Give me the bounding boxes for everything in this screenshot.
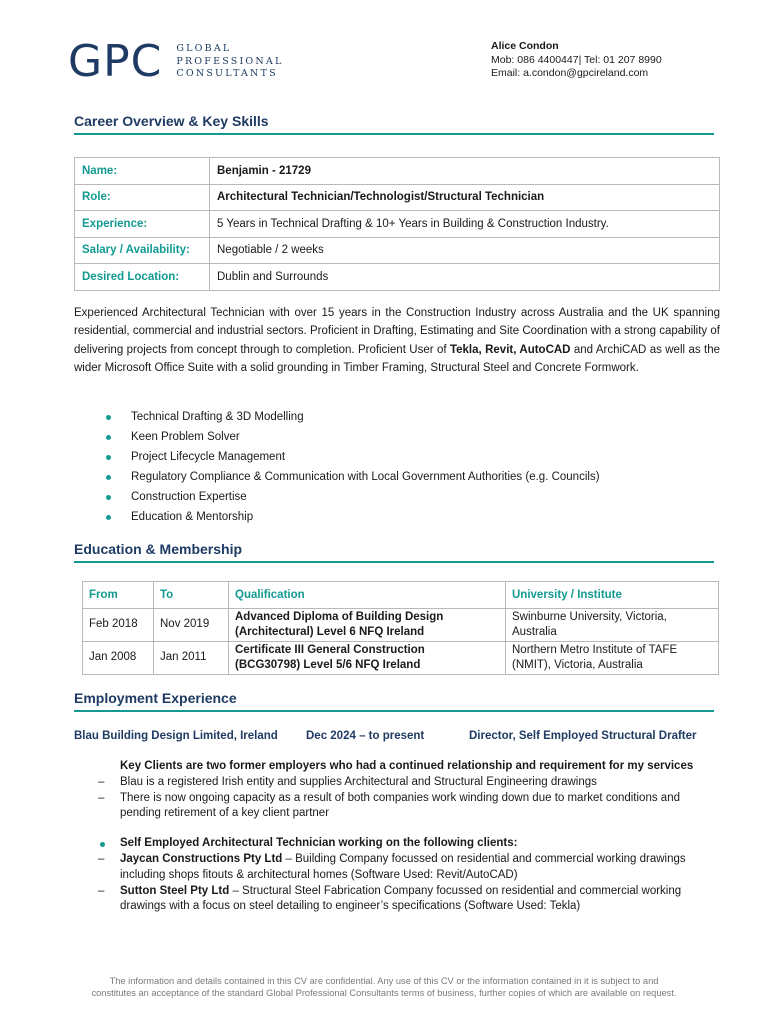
client-name: Sutton Steel Pty Ltd — [120, 884, 230, 897]
col-from: From — [83, 582, 154, 609]
from-cell: Jan 2008 — [83, 642, 154, 675]
salary-value: Negotiable / 2 weeks — [210, 237, 720, 264]
skill-item: Education & Mentorship — [102, 507, 600, 527]
clients-heading: Self Employed Architectural Technician working on the following clients: — [96, 836, 718, 852]
table-row — [75, 184, 720, 211]
institute-line: Northern Metro Institute of TAFE — [512, 643, 678, 656]
company-name: Blau Building Design Limited, Ireland — [74, 730, 278, 742]
logo-text — [176, 43, 283, 81]
confidentiality-footer — [44, 975, 724, 999]
table-row — [75, 211, 720, 238]
footer-line: The information and details contained in this CV are confidential. Any use of this CV or the information contained in it is subject to and — [109, 976, 659, 986]
col-to: To — [154, 582, 229, 609]
job-title: Director, Self Employed Structural Drafter — [469, 730, 697, 742]
name-label: Name: — [75, 158, 210, 185]
institute-line: Swinburne University, Victoria, — [512, 610, 667, 623]
skill-item: Regulatory Compliance & Communication with Local Government Authorities (e.g. Councils) — [102, 467, 600, 487]
contact-block — [491, 40, 662, 81]
experience-label: Experience: — [75, 211, 210, 238]
table-row — [83, 642, 719, 675]
footer-line: constitutes an acceptance of the standard Global Professional Consultants terms of business, further copies of which are available on request. — [91, 988, 677, 998]
logo-line: CONSULTANTS — [176, 68, 278, 80]
table-row — [75, 237, 720, 264]
job-detail-item: – Blau is a registered Irish entity and supplies Architectural and Structural Engineering drawings — [96, 775, 718, 791]
job-details — [96, 759, 718, 915]
summary-text: and ArchiCAD as well as the wider Microsoft Office Suite with a solid grounding in Timber Framing, Structural Steel and Concrete Formwork. — [74, 343, 720, 374]
logo-line: PROFESSIONAL — [176, 55, 284, 67]
company-logo — [68, 36, 284, 87]
education-heading: Education & Membership — [74, 541, 714, 563]
client-item — [96, 884, 718, 916]
career-summary — [74, 304, 720, 377]
summary-software: Tekla, Revit, AutoCAD — [449, 343, 571, 356]
overview-heading: Career Overview & Key Skills — [74, 113, 714, 135]
client-name: Jaycan Constructions Pty Ltd — [120, 852, 283, 865]
qualification-cell — [229, 609, 506, 642]
table-row — [83, 609, 719, 642]
to-cell: Nov 2019 — [154, 609, 229, 642]
overview-table — [74, 157, 720, 291]
job-intro: Key Clients are two former employers who had a continued relationship and requirement for my services — [120, 760, 694, 772]
job-detail-item: – There is now ongoing capacity as a result of both companies work winding down due to market conditions and pending retirement of a key client partner — [96, 791, 718, 823]
qualification-line: (BCG30798) Level 5/6 NFQ Ireland — [235, 659, 421, 671]
logo-mark: GPC — [68, 36, 163, 87]
skill-item: Technical Drafting & 3D Modelling — [102, 407, 600, 427]
table-header-row — [83, 582, 719, 609]
qualification-line: (Architectural) Level 6 NFQ Ireland — [235, 626, 425, 638]
col-institute: University / Institute — [506, 582, 719, 609]
skill-item: Construction Expertise — [102, 487, 600, 507]
job-dates: Dec 2024 – to present — [306, 730, 425, 742]
col-qualification: Qualification — [229, 582, 506, 609]
client-item — [96, 852, 718, 884]
location-label: Desired Location: — [75, 264, 210, 291]
institute-cell — [506, 642, 719, 675]
logo-line: GLOBAL — [176, 43, 232, 55]
contact-phone: Mob: 086 4400447| Tel: 01 207 8990 — [491, 53, 662, 66]
name-value: Benjamin - 21729 — [210, 158, 720, 185]
contact-name: Alice Condon — [491, 40, 559, 52]
skill-item: Keen Problem Solver — [102, 427, 600, 447]
client-description: – Building Company focussed on residential and commercial working drawings including shops fitouts & architectural homes (Software Used: Revit/AutoCAD) — [120, 852, 686, 881]
summary-text: Experienced Architectural Technician with over 15 years in the Construction Industry across Australia and the UK spanning residential, commercial and industrial sectors. Proficient in Drafting, Estimating and Site Coordination with a strong capability of delivering projects from concept through to completion. Proficient User of — [74, 307, 720, 356]
contact-email: Email: a.condon@gpcireland.com — [491, 67, 649, 79]
skills-list — [102, 407, 600, 527]
salary-label: Salary / Availability: — [75, 237, 210, 264]
table-row — [75, 264, 720, 291]
experience-value: 5 Years in Technical Drafting & 10+ Years in Building & Construction Industry. — [210, 211, 720, 238]
skill-item: Project Lifecycle Management — [102, 447, 600, 467]
employment-heading: Employment Experience — [74, 690, 714, 712]
qualification-cell — [229, 642, 506, 675]
education-table — [82, 581, 719, 675]
to-cell: Jan 2011 — [154, 642, 229, 675]
location-value: Dublin and Surrounds — [210, 264, 720, 291]
institute-line: Australia — [512, 626, 557, 638]
qualification-line: Certificate III General Construction — [235, 643, 425, 656]
client-description: – Structural Steel Fabrication Company focussed on residential and commercial working drawings with a focus on steel detailing to engineer’s specifications (Software Used: Tekla) — [120, 884, 682, 913]
from-cell: Feb 2018 — [83, 609, 154, 642]
role-value: Architectural Technician/Technologist/Structural Technician — [210, 184, 720, 211]
institute-line: (NMIT), Victoria, Australia — [512, 659, 643, 671]
institute-cell — [506, 609, 719, 642]
table-row — [75, 158, 720, 185]
role-label: Role: — [75, 184, 210, 211]
qualification-line: Advanced Diploma of Building Design — [235, 610, 444, 623]
